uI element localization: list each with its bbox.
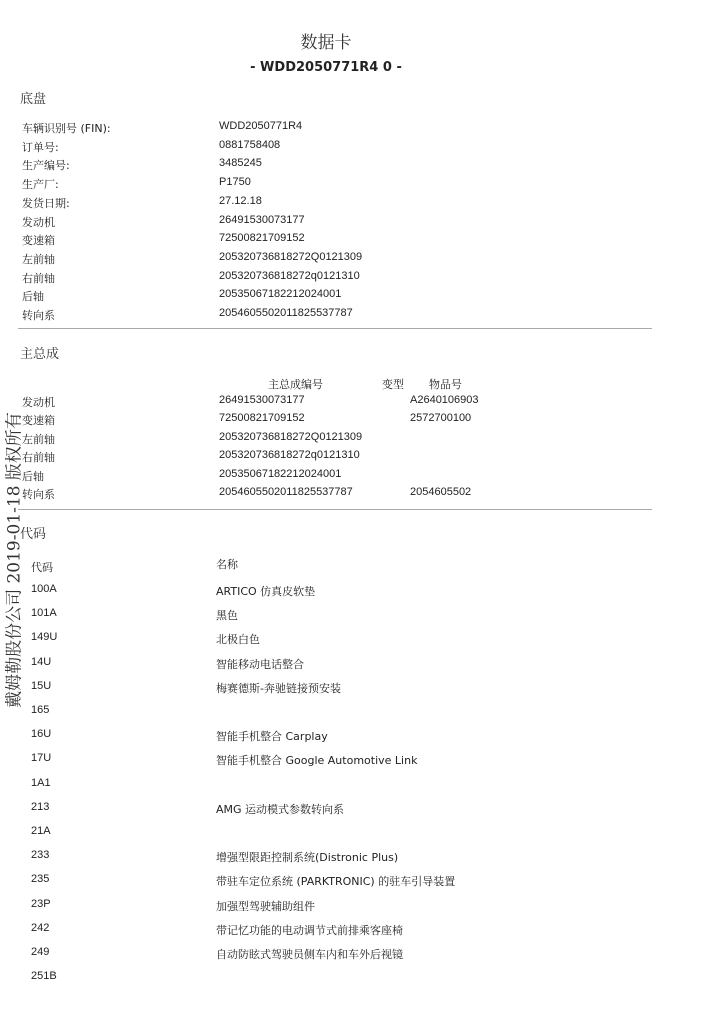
chassis-label: 订单号: (22, 140, 59, 154)
assembly-number: 2054605502011825537787 (219, 486, 353, 498)
assembly-label: 后轴 (22, 469, 44, 483)
option-code: 101A (31, 607, 57, 620)
option-code: 235 (31, 873, 50, 886)
assembly-part-number: A2640106903 (410, 394, 479, 406)
col-header-code: 代码 (31, 561, 53, 574)
assembly-number: 72500821709152 (219, 412, 305, 425)
assembly-label: 左前轴 (22, 432, 55, 446)
section-divider (18, 328, 652, 329)
page-title: 数据卡 (300, 33, 352, 53)
option-name: 智能移动电话整合 (216, 657, 304, 671)
option-code: 249 (31, 946, 50, 958)
option-code: 14U (31, 655, 52, 668)
chassis-value: 26491530073177 (219, 213, 305, 226)
chassis-value: WDD2050771R4 (219, 120, 303, 132)
chassis-value: 72500821709152 (219, 232, 305, 245)
option-code: 233 (31, 849, 50, 862)
option-code: 100A (31, 583, 57, 595)
chassis-label: 发货日期: (22, 196, 70, 210)
chassis-label: 变速箱 (22, 234, 55, 248)
assembly-number: 26491530073177 (219, 394, 305, 406)
option-code: 16U (31, 728, 52, 741)
chassis-label: 生产厂: (22, 178, 59, 192)
option-name: 智能手机整合 Carplay (216, 730, 328, 744)
chassis-value: 27.12.18 (219, 194, 262, 207)
option-name: 加强型驾驶辅助组件 (216, 899, 315, 913)
assembly-label: 转向系 (22, 488, 55, 501)
chassis-label: 发动机 (22, 215, 55, 229)
chassis-label: 后轴 (22, 290, 44, 304)
assemblies-heading: 主总成 (20, 347, 60, 362)
chassis-label: 右前轴 (22, 271, 55, 285)
chassis-label: 转向系 (22, 309, 55, 322)
chassis-value: 0881758408 (219, 138, 281, 151)
option-name: 带驻车定位系统 (PARKTRONIC) 的驻车引导装置 (216, 875, 456, 889)
assembly-number: 205320736818272q0121310 (219, 449, 360, 462)
copyright-watermark: 戴姆勒股份公司 2019-01-18 版权所有 (4, 412, 25, 708)
assembly-part-number: 2054605502 (410, 486, 472, 498)
chassis-label: 生产编号: (22, 159, 70, 173)
assembly-part-number: 2572700100 (410, 412, 472, 425)
chassis-heading: 底盘 (20, 92, 47, 107)
option-name: 梅赛德斯-奔驰链接预安装 (216, 681, 341, 695)
option-code: 17U (31, 752, 52, 765)
assembly-number: 205320736818272Q0121309 (219, 430, 363, 443)
vin-banner: - WDD2050771R4 0 - (250, 60, 402, 75)
option-name: 自动防眩式驾驶员侧车内和车外后视镜 (216, 948, 403, 961)
col-header-assembly-number: 主总成编号 (268, 378, 323, 391)
chassis-value: 3485245 (219, 157, 262, 170)
option-code: 149U (31, 631, 58, 644)
chassis-value: 205320736818272q0121310 (219, 269, 360, 282)
col-header-name: 名称 (216, 558, 238, 571)
option-code: 251B (31, 970, 57, 983)
chassis-value: 205320736818272Q0121309 (219, 250, 363, 263)
chassis-value: P1750 (219, 176, 251, 189)
assembly-label: 变速箱 (22, 414, 55, 428)
option-name: AMG 运动模式参数转向系 (216, 802, 345, 816)
option-code: 213 (31, 800, 50, 813)
option-name: 黑色 (216, 609, 238, 623)
col-header-part-number: 物品号 (429, 378, 462, 391)
assembly-label: 右前轴 (22, 451, 55, 465)
option-code: 21A (31, 825, 51, 837)
option-name: 带记忆功能的电动调节式前排乘客座椅 (216, 923, 403, 937)
chassis-value: 20535067182212024001 (219, 288, 342, 301)
option-code: 15U (31, 679, 52, 692)
option-name: 增强型限距控制系统(Distronic Plus) (216, 851, 399, 865)
option-name: 北极白色 (216, 633, 260, 647)
option-code: 23P (31, 897, 51, 910)
option-name: 智能手机整合 Google Automotive Link (216, 754, 418, 768)
option-code: 1A1 (31, 776, 51, 789)
option-code: 165 (31, 704, 50, 716)
chassis-value: 2054605502011825537787 (219, 307, 353, 319)
chassis-label: 左前轴 (22, 252, 55, 266)
assembly-label: 发动机 (22, 396, 55, 409)
section-divider (18, 509, 652, 510)
col-header-variant: 变型 (382, 378, 404, 391)
assembly-number: 20535067182212024001 (219, 467, 342, 480)
option-code: 242 (31, 921, 50, 934)
codes-heading: 代码 (20, 527, 47, 542)
chassis-label: 车辆识别号 (FIN): (22, 122, 111, 135)
option-name: ARTICO 仿真皮软垫 (216, 585, 316, 598)
